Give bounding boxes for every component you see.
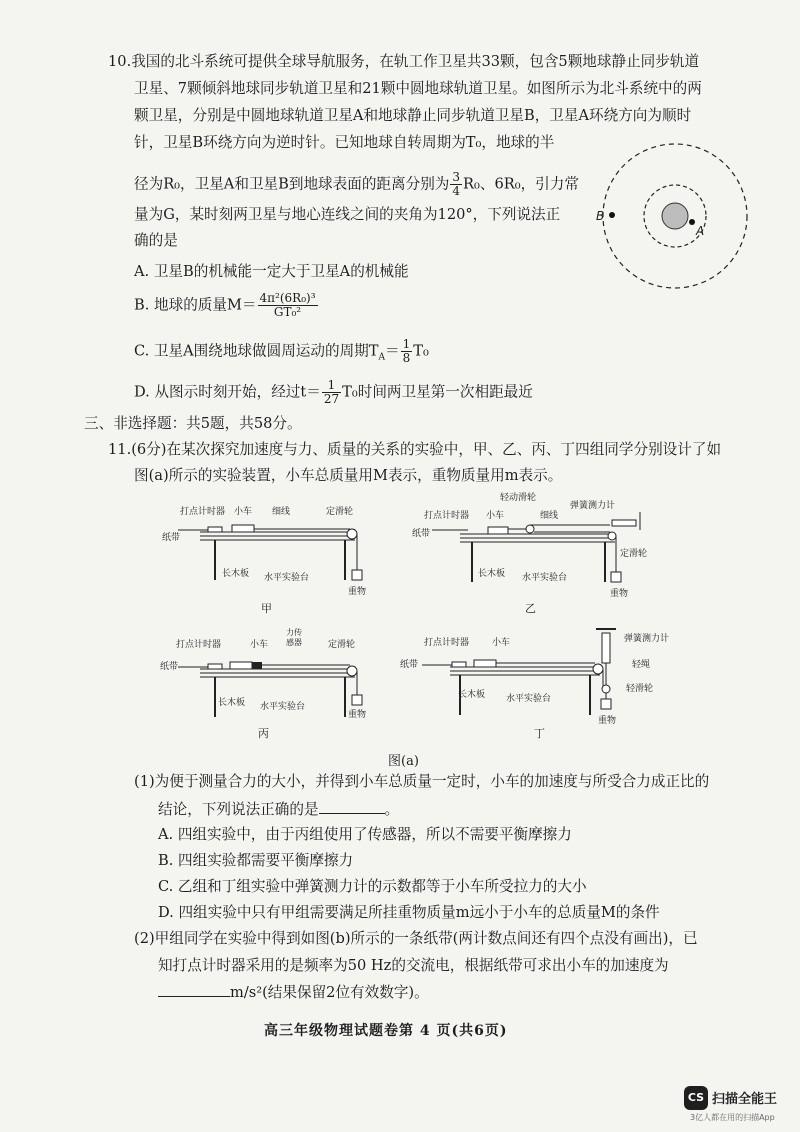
q11-p1-option-c: C. 乙组和丁组实验中弹簧测力计的示数都等于小车所受拉力的大小 [158, 878, 587, 895]
jia-weight-label: 重物 [348, 587, 367, 597]
q10-line3: 颗卫星，分别是中圆地球轨道卫星A和地球静止同步轨道卫星B，卫星A环绕方向为顺时 [134, 107, 692, 124]
q11-p1-option-a: A. 四组实验中，由于丙组使用了传感器，所以不需要平衡摩擦力 [158, 826, 572, 843]
ding-table-label: 水平实验台 [506, 694, 552, 704]
scanner-app-name: 扫描全能王 [712, 1092, 778, 1107]
yi-movable-label: 轻动滑轮 [500, 493, 537, 503]
q10-option-d-prefix: D. 从图示时刻开始，经过t＝ [134, 383, 321, 401]
bing-timer-label: 打点计时器 [176, 640, 222, 650]
q10-option-c: C. 卫星A围绕地球做圆周运动的周期$T_A=$ $\frac{1}{8}$ T₀ [134, 337, 429, 365]
bing-sensor-label-a: 力传 [286, 628, 302, 637]
q10-option-d: D. 从图示时刻开始，经过t＝ $\frac{1}{27}$ T₀时间两卫星第一次相距最近 [134, 378, 533, 406]
yi-string-label: 细线 [540, 511, 559, 521]
scanner-logo-icon: CS [684, 1086, 708, 1110]
bing-cart-label: 小车 [250, 640, 269, 650]
fraction-one-27th: $\frac{1}{27}$ [323, 378, 340, 406]
earth [662, 203, 688, 229]
ding-timer-label: 打点计时器 [424, 638, 470, 648]
fraction-three-quarters: $\frac{3}{4}$ [452, 170, 461, 198]
jia-board-label: 长木板 [222, 569, 250, 579]
ding-weight-label: 重物 [598, 716, 617, 726]
apparatus-yi [410, 490, 660, 620]
q11-p1-option-b: B. 四组实验都需要平衡摩擦力 [158, 852, 354, 869]
q10-option-b [134, 292, 319, 319]
yi-spring-label: 弹簧测力计 [570, 501, 616, 511]
yi-board-label: 长木板 [478, 569, 506, 579]
earth-mass-formula: $\frac{\text{4π²(6R₀)³}}{\text{GT₀²}}$ [259, 291, 316, 319]
q10-line1: 10.我国的北斗系统可提供全球导航服务，在轨工作卫星共33颗，包含5颗地球静止同步轨道 [108, 53, 700, 70]
ding-rope-label: 轻绳 [632, 660, 651, 670]
jia-caption: 甲 [261, 602, 272, 615]
yi-pulley-label: 定滑轮 [620, 549, 648, 559]
label-b: B [596, 209, 605, 223]
yi-table-label: 水平实验台 [522, 573, 568, 583]
q10-option-b-prefix: B. 地球的质量M＝ [134, 296, 257, 314]
ding-caption: 丁 [534, 727, 545, 740]
apparatus-jia [160, 500, 390, 620]
answer-blank-2[interactable] [158, 982, 230, 997]
q11-p2-line1: (2)甲组同学在实验中得到如图(b)所示的一条纸带(两计数点间还有四个点没有画出)，已 [134, 930, 698, 947]
q11-line2: 图(a)所示的实验装置，小车总质量用M表示，重物质量用m表示。 [134, 467, 563, 484]
section-heading: 三、非选择题：共5题，共58分。 [84, 415, 302, 432]
ding-cart-label: 小车 [492, 638, 511, 648]
jia-pulley-label: 定滑轮 [326, 507, 354, 517]
yi-timer-label: 打点计时器 [424, 511, 470, 521]
bing-table-label: 水平实验台 [260, 702, 306, 712]
fraction-one-eighth: $\frac{1}{8}$ [402, 337, 411, 365]
q11-p2-line2: 知打点计时器采用的是频率为50 Hz的交流电，根据纸带可求出小车的加速度为 [158, 957, 669, 974]
apparatus-ding [400, 625, 680, 750]
bing-tape-label: 纸带 [160, 662, 179, 672]
satellite-b [609, 212, 615, 218]
yi-cart-label: 小车 [486, 511, 505, 521]
q10-line6: 量为G，某时刻两卫星与地心连线之间的夹角为120°，下列说法正 [134, 206, 561, 223]
jia-timer-label: 打点计时器 [180, 507, 226, 517]
q11-p1-line1: (1)为便于测量合力的大小，并得到小车总质量一定时，小车的加速度与所受合力成正比的 [134, 773, 710, 790]
page-footer: 高三年级物理试题卷第 4 页(共6页) [264, 1023, 508, 1039]
apparatus-bing [160, 625, 390, 750]
q10-line2: 卫星、7颗倾斜地球同步轨道卫星和21颗中圆地球轨道卫星。如图所示为北斗系统中的两 [134, 80, 702, 97]
bing-weight-label: 重物 [348, 710, 367, 720]
jia-string-label: 细线 [272, 507, 291, 517]
q11-p1-option-d: D. 四组实验中只有甲组需要满足所挂重物质量m远小于小车的总质量M的条件 [158, 904, 660, 921]
q10-line4: 针，卫星B环绕方向为逆时针。已知地球自转周期为T₀，地球的半 [134, 134, 555, 151]
q10-option-a: A. 卫星B的机械能一定大于卫星A的机械能 [134, 263, 409, 280]
jia-cart-label: 小车 [234, 507, 253, 517]
satellite-a [689, 219, 695, 225]
q11-p1-line2 [158, 799, 399, 820]
ding-spring-label: 弹簧测力计 [624, 634, 670, 644]
q11-p2-line3-suffix: m/s²(结果保留2位有效数字)。 [230, 984, 429, 1001]
answer-blank-1[interactable] [319, 799, 385, 814]
ding-tape-label: 纸带 [400, 660, 419, 670]
bing-board-label: 长木板 [218, 698, 246, 708]
q10-option-c-prefix: C. 卫星A围绕地球做圆周运动的周期T [134, 342, 379, 360]
bing-pulley-label: 定滑轮 [328, 640, 356, 650]
q11-p1-line2-suffix: 。 [384, 801, 400, 818]
bing-caption: 丙 [258, 727, 269, 740]
figure-a-caption: 图(a) [388, 754, 419, 769]
bing-sensor-label-b: 感器 [286, 638, 302, 647]
q11-p1-line2-prefix: 结论，下列说法正确的是 [158, 801, 319, 818]
q11-line1: 11.(6分)在某次探究加速度与力、质量的关系的实验中，甲、乙、丙、丁四组同学分别设计了如 [108, 441, 722, 458]
yi-caption: 乙 [525, 602, 536, 615]
jia-table-label: 水平实验台 [264, 573, 310, 583]
label-a: A [696, 224, 705, 238]
q10-line5-a: 径为R₀，卫星A和卫星B到地球表面的距离分别为 [134, 175, 450, 193]
q10-line7: 确的是 [134, 232, 178, 249]
scanner-tagline: 3亿人都在用的扫描App [690, 1113, 775, 1122]
ding-board-label: 长木板 [458, 690, 486, 700]
q10-line5 [134, 171, 579, 198]
orbit-diagram [590, 130, 760, 300]
jia-tape-label: 纸带 [162, 533, 181, 543]
q11-p2-line3 [158, 982, 429, 1003]
ding-pulley-label: 轻滑轮 [626, 684, 654, 694]
q10-line5-b: R₀、6R₀，引力常 [463, 175, 579, 193]
yi-tape-label: 纸带 [412, 529, 431, 539]
yi-weight-label: 重物 [610, 589, 629, 599]
